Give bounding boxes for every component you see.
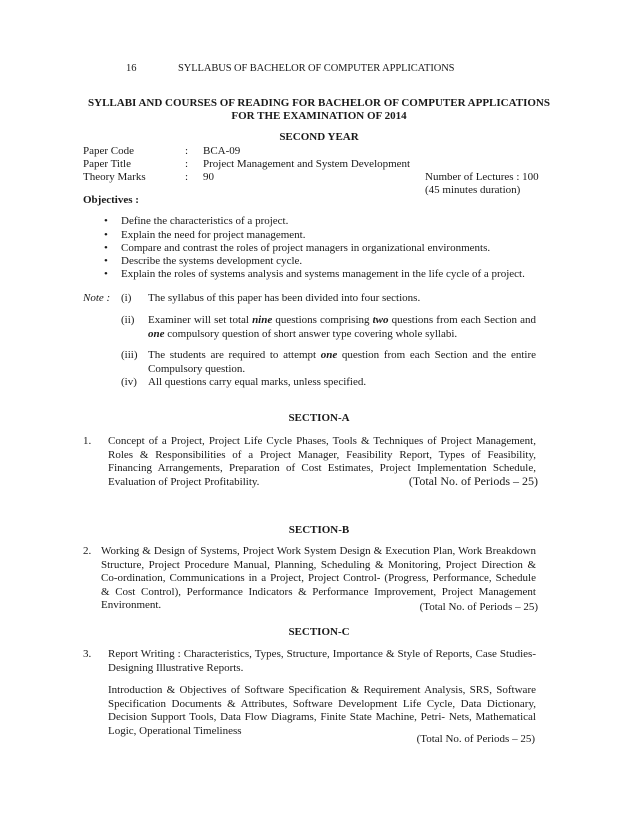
bullet: • [104,215,108,227]
item-number: 1. [83,435,92,447]
section-a-topics: Concept of a Project, Project Life Cycle Phases, Tools & Techniques of Project Management, Roles & Responsibilities of a Project Manager, Feasibility Report, Types of Feasibility, Financing Arrangements, Preparation of Cost Estimates, Project Implementation Schedule, Evaluation of Project Profitability. [108,435,536,488]
paper-code-label: Paper Code [83,145,135,157]
paper-code-value: BCA-09 [203,145,241,157]
section-c-topics: Report Writing : Characteristics, Types, Structure, Importance & Style of Reports, Case Studies-Designing Illustrative Reports. [108,648,536,674]
colon: : [185,158,189,170]
section-c-periods: (Total No. of Periods – 25) [416,733,535,745]
syllabus-title: SYLLABI AND COURSES OF READING FOR BACHELOR OF COMPUTER APPLICATIONS [88,97,550,109]
note-text: The students are required to attempt one question from each Section and the entire Compulsory question. [148,349,536,375]
note-number: (iv) [121,376,137,388]
item-number: 2. [83,545,92,557]
colon: : [185,171,189,183]
bullet: • [104,229,108,241]
running-title: SYLLABUS OF BACHELOR OF COMPUTER APPLICATIONS [178,63,455,74]
colon: : [185,145,189,157]
section-c-heading: SECTION-C [288,626,350,638]
note-text: The syllabus of this paper has been divided into four sections. [148,292,421,304]
section-a-heading: SECTION-A [288,412,350,424]
bullet: • [104,268,108,280]
lectures-count: Number of Lectures : 100 [425,171,539,183]
note-label: Note : [83,292,111,304]
section-b-topics: Working & Design of Systems, Project Work System Design & Execution Plan, Work Breakdown Structure, Project Procedure Manual, Planning, Scheduling & Monitoring, Project Direction & Co-ordination, Communications in a Project, Project Control- (Progress, Performance, Schedule & Cost Control), Performance Indicators & Performance Improvement, Project Management Environment. [101,545,536,611]
lecture-duration: (45 minutes duration) [425,184,521,196]
section-b-periods: (Total No. of Periods – 25) [419,601,538,613]
page-number: 16 [126,63,137,74]
note-number: (iii) [121,349,138,361]
paper-title-value: Project Management and System Development [203,158,411,170]
section-b-heading: SECTION-B [288,524,350,536]
bullet: • [104,255,108,267]
list-item: Describe the systems development cycle. [121,255,303,267]
list-item: Explain the roles of systems analysis and systems management in the life cycle of a project. [121,268,525,280]
note-number: (i) [121,292,132,304]
item-number: 3. [83,648,92,660]
note-number: (ii) [121,314,135,326]
list-item: Compare and contrast the roles of project managers in organizational environments. [121,242,491,254]
objectives-heading: Objectives : [83,194,139,206]
theory-marks-value: 90 [203,171,214,183]
bullet: • [104,242,108,254]
note-text: Examiner will set total nine questions comprising two questions from each Section and one compulsory question of short answer type covering whole syllabi. [148,314,536,340]
section-a-periods: (Total No. of Periods – 25) [408,474,538,488]
theory-marks-label: Theory Marks [83,171,146,183]
syllabus-title-line2: FOR THE EXAMINATION OF 2014 [231,110,407,122]
year-heading: SECOND YEAR [279,131,359,143]
list-item: Explain the need for project management. [121,229,306,241]
note-text: All questions carry equal marks, unless specified. [148,376,367,388]
list-item: Define the characteristics of a project. [121,215,289,227]
section-c-topics-continued: Introduction & Objectives of Software Specification & Requirement Analysis, SRS, Software Specification Documents & Attributes, Software Development Life Cycle, Data Dictionary, Decision Support Tools, Data Flow Diagrams, Finite State Machine, Petri- Nets, Mathematical Logic, Operational Timeliness [108,684,536,737]
paper-title-label: Paper Title [83,158,131,170]
